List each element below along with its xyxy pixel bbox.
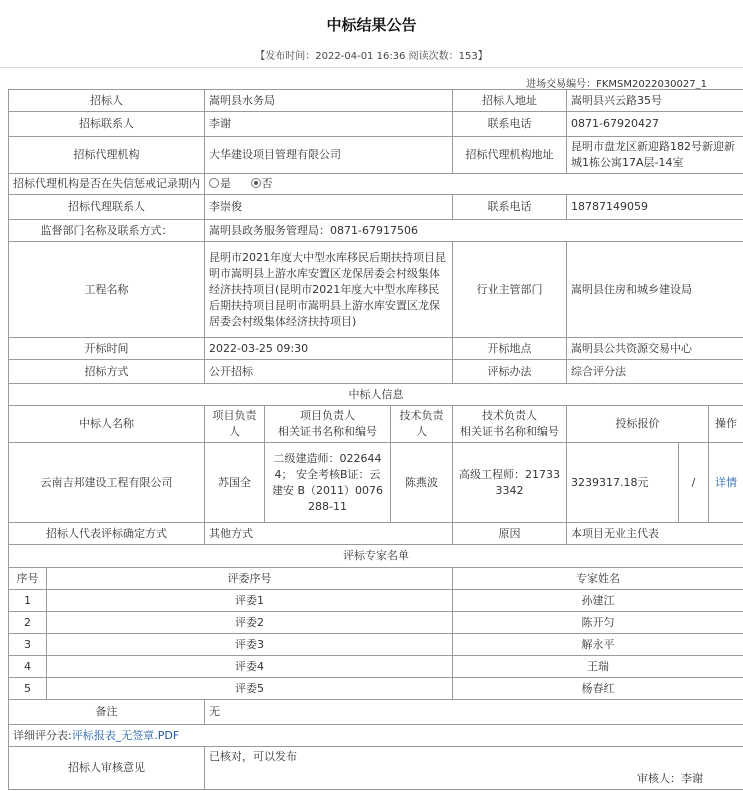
views-count: 153 <box>458 51 478 62</box>
tx-no-label: 进场交易编号： <box>526 79 597 90</box>
dishonest-yes-radio[interactable] <box>209 177 231 190</box>
dishonest-options <box>205 174 743 195</box>
tenderer-addr-label: 招标人地址 <box>453 90 567 112</box>
detail-label: 详细评分表: <box>13 728 72 742</box>
page-title: 中标结果公告 <box>326 16 417 34</box>
publish-meta <box>0 47 743 62</box>
method-label: 招标方式 <box>9 360 205 384</box>
row-remark <box>9 700 743 725</box>
expert-seq: 评委4 <box>47 656 453 678</box>
winner-section-title: 中标人信息 <box>9 384 743 406</box>
contact-phone-value: 0871-67920427 <box>567 112 743 137</box>
agency-addr-value: 昆明市盘龙区新迎路182号新迎新城1栋公寓17A层-14室 <box>567 137 743 174</box>
expert-seq: 评委5 <box>47 678 453 700</box>
rep-value: 其他方式 <box>205 523 453 545</box>
publish-time: 2022-04-01 16:36 <box>315 51 406 62</box>
open-place-value: 嵩明县公共资源交易中心 <box>567 338 743 360</box>
expert-seq: 评委3 <box>47 634 453 656</box>
tenderer-value: 嵩明县水务局 <box>205 90 453 112</box>
winner-tech-cert: 高级工程师：217333342 <box>453 443 567 523</box>
expert-no-header: 序号 <box>9 568 47 590</box>
expert-name: 陈开匀 <box>453 612 743 634</box>
expert-no: 3 <box>9 634 47 656</box>
expert-name: 解永平 <box>453 634 743 656</box>
dishonest-label: 招标代理机构是否在失信惩戒记录期内 <box>9 174 205 195</box>
expert-name: 王瑞 <box>453 656 743 678</box>
expert-name: 孙建江 <box>453 590 743 612</box>
expert-no: 5 <box>9 678 47 700</box>
winner-pm: 苏国全 <box>205 443 265 523</box>
row-open <box>9 338 743 360</box>
dishonest-no-radio[interactable] <box>251 177 273 190</box>
pm-header: 项目负责人 <box>205 406 265 443</box>
experts-section-title: 评标专家名单 <box>9 545 743 568</box>
detail-cell <box>9 725 743 747</box>
expert-row <box>9 678 743 700</box>
winner-pm-cert: 二级建造师：0226444； 安全考核B证：云建安 B（2011）0076288-11 <box>265 443 391 523</box>
winner-header-row <box>9 406 743 443</box>
result-table <box>8 89 743 790</box>
row-agency-contact <box>9 195 743 220</box>
winner-price: 3239317.18元 <box>567 443 679 523</box>
experts-section-header <box>9 545 743 568</box>
publish-label: 【发布时间： <box>255 51 316 62</box>
remark-label: 备注 <box>9 700 205 725</box>
reviewer <box>209 771 739 787</box>
expert-seq: 评委2 <box>47 612 453 634</box>
transaction-number <box>526 75 707 90</box>
open-time-label: 开标时间 <box>9 338 205 360</box>
row-agency <box>9 137 743 174</box>
expert-no: 4 <box>9 656 47 678</box>
agency-addr-label: 招标代理机构地址 <box>453 137 567 174</box>
supervisor-label: 监督部门名称及联系方式： <box>9 220 205 242</box>
row-contact <box>9 112 743 137</box>
review-opinion: 已核对，可以发布 <box>209 750 297 763</box>
project-value: 昆明市2021年度大中型水库移民后期扶持项目昆明市嵩明县上游水库安置区龙保居委会村级集体经济扶持项目(昆明市2021年度大中型水库移民后期扶持项目昆明市嵩明县上游水库安置区龙保居委会村级集体经济扶持项目) <box>205 242 453 338</box>
winner-name: 云南吉邦建设工程有限公司 <box>9 443 205 523</box>
method-value: 公开招标 <box>205 360 453 384</box>
contact-value: 李谢 <box>205 112 453 137</box>
experts-header-row <box>9 568 743 590</box>
reviewer-name: 李谢 <box>681 772 704 785</box>
expert-name: 杨春红 <box>453 678 743 700</box>
tech-cert-header: 技术负责人 相关证书名称和编号 <box>453 406 567 443</box>
views-label: 阅读次数： <box>408 51 459 62</box>
radio-checked-icon <box>251 178 261 188</box>
tenderer-addr-value: 嵩明县兴云路35号 <box>567 90 743 112</box>
expert-seq: 评委1 <box>47 590 453 612</box>
expert-no: 2 <box>9 612 47 634</box>
expert-row <box>9 612 743 634</box>
winner-price-extra: / <box>679 443 709 523</box>
contact-label: 招标联系人 <box>9 112 205 137</box>
expert-row <box>9 634 743 656</box>
contact-phone-label: 联系电话 <box>453 112 567 137</box>
meta-close: 】 <box>477 51 488 62</box>
open-time-value: 2022-03-25 09:30 <box>205 338 453 360</box>
row-supervisor <box>9 220 743 242</box>
eval-method-label: 评标办法 <box>453 360 567 384</box>
row-detail <box>9 725 743 747</box>
winner-tech: 陈燕波 <box>391 443 453 523</box>
open-place-label: 开标地点 <box>453 338 567 360</box>
authority-value: 嵩明县住房和城乡建设局 <box>567 242 743 338</box>
tech-header: 技术负责人 <box>391 406 453 443</box>
tx-no-value: FKMSM2022030027_1 <box>596 79 707 90</box>
row-project <box>9 242 743 338</box>
details-link[interactable]: 详情 <box>709 443 743 523</box>
winner-name-header: 中标人名称 <box>9 406 205 443</box>
agency-contact-label: 招标代理联系人 <box>9 195 205 220</box>
eval-method-value: 综合评分法 <box>567 360 743 384</box>
expert-name-header: 专家姓名 <box>453 568 743 590</box>
row-review <box>9 747 743 790</box>
reviewer-label: 审核人： <box>637 772 682 785</box>
price-header: 投标报价 <box>567 406 709 443</box>
rep-label: 招标人代表评标确定方式 <box>9 523 205 545</box>
rep-reason-label: 原因 <box>453 523 567 545</box>
agency-phone-value: 18787149059 <box>567 195 743 220</box>
tenderer-label: 招标人 <box>9 90 205 112</box>
expert-seq-header: 评委序号 <box>47 568 453 590</box>
rep-reason-value: 本项目无业主代表 <box>567 523 743 545</box>
title-divider <box>0 67 743 68</box>
remark-value: 无 <box>205 700 743 725</box>
expert-row <box>9 590 743 612</box>
review-label: 招标人审核意见 <box>9 747 205 790</box>
dishonest-yes-label: 是 <box>220 177 231 190</box>
authority-label: 行业主管部门 <box>453 242 567 338</box>
supervisor-value: 嵩明县政务服务管理局：0871-67917506 <box>205 220 743 242</box>
winner-row <box>9 443 743 523</box>
winner-section-header <box>9 384 743 406</box>
agency-label: 招标代理机构 <box>9 137 205 174</box>
review-cell <box>205 747 743 790</box>
pm-cert-header: 项目负责人 相关证书名称和编号 <box>265 406 391 443</box>
row-tenderer <box>9 90 743 112</box>
expert-row <box>9 656 743 678</box>
agency-phone-label: 联系电话 <box>453 195 567 220</box>
agency-contact-value: 李崇俊 <box>205 195 453 220</box>
dishonest-no-label: 否 <box>261 177 273 190</box>
radio-unchecked-icon <box>209 178 219 188</box>
row-rep <box>9 523 743 545</box>
op-header: 操作 <box>709 406 743 443</box>
row-dishonest <box>9 174 743 195</box>
row-method <box>9 360 743 384</box>
expert-no: 1 <box>9 590 47 612</box>
score-report-link[interactable]: 评标报表_无签章.PDF <box>71 728 180 742</box>
agency-value: 大华建设项目管理有限公司 <box>205 137 453 174</box>
project-label: 工程名称 <box>9 242 205 338</box>
